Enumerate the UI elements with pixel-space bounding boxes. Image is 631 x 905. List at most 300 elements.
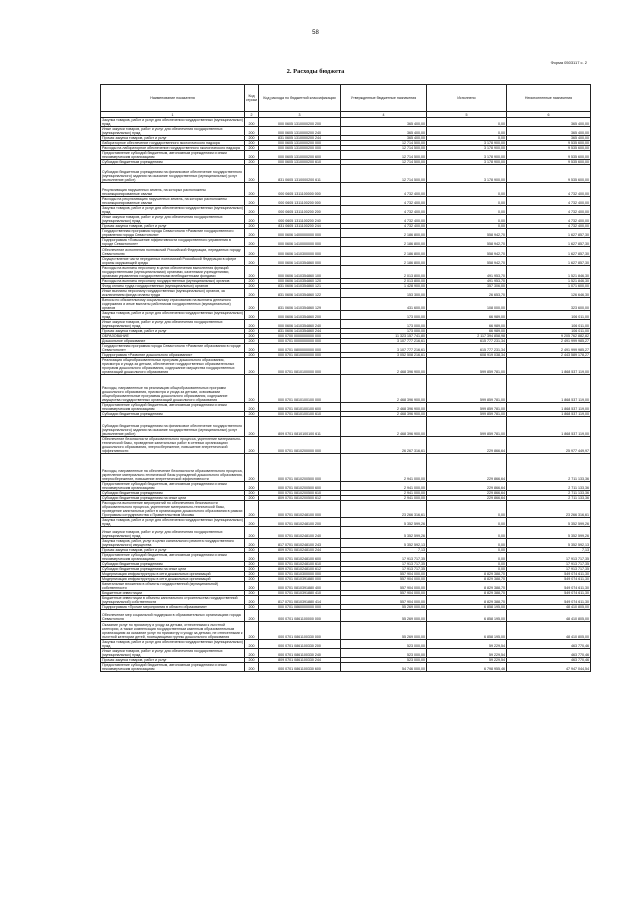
row-approved-amount: 557 904 000,00 [341, 596, 427, 605]
row-approved-amount: 12 714 500,00 [341, 160, 427, 165]
table-row [101, 118, 591, 127]
row-unexecuted-amount: 1 521 846,30 [507, 266, 591, 279]
row-name: Подпрограмма «Развитие дошкольного образования» [101, 353, 245, 358]
row-classification-code: 000 0700 0000000000 000 [259, 334, 341, 339]
row-line-code: 200 [245, 412, 259, 417]
row-executed-amount: 0,00 [427, 183, 507, 197]
row-name: Предоставление субсидий бюджетным, автономным учреждениям и иным некоммерческим организациям [101, 663, 245, 672]
row-executed-amount: 229 866,64 [427, 482, 507, 491]
table-row [101, 266, 591, 279]
row-executed-amount: 66 989,00 [427, 320, 507, 329]
table-body [101, 118, 591, 672]
row-line-code: 200 [245, 224, 259, 229]
row-executed-amount: 0,00 [427, 548, 507, 553]
row-name: Модернизация инфраструктуры в сети дошкольных организаций [101, 577, 245, 582]
row-unexecuted-amount: 549 074 611,30 [507, 596, 591, 605]
row-classification-code: 000 0701 0810200500 610 [259, 491, 341, 496]
row-executed-amount: 3 178 900,00 [427, 141, 507, 146]
row-name: Субсидии бюджетным учреждениям [101, 160, 245, 165]
row-unexecuted-amount: 2 443 589 178,27 [507, 353, 591, 358]
row-executed-amount: 0,00 [427, 127, 507, 136]
row-approved-amount: 2 468 396 900,00 [341, 403, 427, 412]
row-unexecuted-amount: 365 400,00 [507, 136, 591, 141]
row-unexecuted-amount: 549 074 611,30 [507, 582, 591, 591]
column-number: 1 [101, 112, 245, 118]
row-unexecuted-amount: 126 646,30 [507, 289, 591, 298]
column-number: 3 [259, 112, 341, 118]
row-executed-amount: 0,00 [427, 118, 507, 127]
table-row [101, 247, 591, 257]
row-line-code: 200 [245, 141, 259, 146]
row-classification-code: 831 0606 1410354860 129 [259, 298, 341, 311]
row-classification-code: 000 0701 0810200000 000 [259, 437, 341, 454]
row-name: Подпрограмма «Прочие мероприятия в области образования» [101, 605, 245, 610]
row-executed-amount: 0,00 [427, 136, 507, 141]
row-executed-amount: 8 829 388,70 [427, 572, 507, 577]
row-line-code: 200 [245, 320, 259, 329]
row-name: Субсидии бюджетным учреждениям [101, 412, 245, 417]
row-approved-amount: 2 941 000,00 [341, 454, 427, 482]
row-executed-amount: 599 859 781,00 [427, 403, 507, 412]
row-line-code: 200 [245, 591, 259, 596]
row-approved-amount: 153 300,00 [341, 289, 427, 298]
row-classification-code: 000 0701 0810248100 240 [259, 527, 341, 539]
table-row [101, 482, 591, 491]
row-name: Предоставление субсидий бюджетным, автономным учреждениям и иным некоммерческим организациям [101, 403, 245, 412]
row-unexecuted-amount: 1 521 846,30 [507, 279, 591, 284]
row-unexecuted-amount: 463 770,46 [507, 640, 591, 649]
row-name: Обеспечение безопасности образовательного процесса, укрепление материально-технической базы, проведение капитальных работ в сетевых организациях дошкольного образования, энергосбережение, повышение энергетической эффективности [101, 437, 245, 454]
row-classification-code: 000 0701 0861100330 000 [259, 622, 341, 640]
row-name: Иные закупки товаров, работ и услуг для обеспечения государственных (муниципальных) нужд [101, 215, 245, 224]
header-name: Наименование показателя [101, 85, 245, 112]
row-executed-amount: 599 859 781,00 [427, 417, 507, 437]
row-approved-amount: 365 400,00 [341, 127, 427, 136]
row-name: Иные выплаты персоналу государственных (муниципальных) органов, за исключением фонда оплаты труда [101, 289, 245, 298]
row-approved-amount: 2 186 800,00 [341, 229, 427, 238]
row-classification-code: 809 0701 0810100100 611 [259, 417, 341, 437]
row-approved-amount: 173 000,00 [341, 329, 427, 334]
row-line-code: 200 [245, 437, 259, 454]
row-approved-amount: 55 269 000,00 [341, 605, 427, 610]
row-name: Прочая закупка товаров, работ и услуг [101, 658, 245, 663]
row-line-code: 200 [245, 289, 259, 298]
row-classification-code: 809 0701 0810248100 244 [259, 548, 341, 553]
table-row [101, 257, 591, 266]
row-unexecuted-amount: 17 913 717,35 [507, 567, 591, 572]
row-unexecuted-amount: 5 352 599,26 [507, 527, 591, 539]
row-name: Государственная программа города Севастополя «Развитие образования в городе Севастополе» [101, 344, 245, 353]
row-name: Обеспечение мер социальной поддержки в образовательных организациях города Севастополя [101, 610, 245, 622]
row-classification-code: 000 0605 1311100000 000 [259, 183, 341, 197]
row-line-code: 200 [245, 640, 259, 649]
row-executed-amount: 59 229,54 [427, 640, 507, 649]
row-classification-code: 000 0701 0810100100 600 [259, 403, 341, 412]
table-row [101, 358, 591, 375]
header-approved: Утвержденные бюджетные назначения [341, 85, 427, 112]
table-row [101, 238, 591, 247]
row-name: Взносы по обязательному социальному страхованию на выплаты денежного содержания и иные выплаты работникам государственных (муниципальных) органов [101, 298, 245, 311]
table-row [101, 539, 591, 548]
row-approved-amount: 2 013 800,00 [341, 279, 427, 284]
table-header-row [101, 85, 591, 112]
row-name: Предоставление субсидий бюджетным, автономным учреждениям и иным некоммерческим организациям [101, 151, 245, 160]
row-unexecuted-amount: 549 074 611,30 [507, 572, 591, 577]
row-executed-amount: 0,00 [427, 206, 507, 215]
row-classification-code: 000 0605 1310000200 200 [259, 118, 341, 127]
row-approved-amount: 2 468 396 900,00 [341, 412, 427, 417]
row-line-code: 200 [245, 279, 259, 284]
row-unexecuted-amount: 2 711 133,36 [507, 454, 591, 482]
row-approved-amount: 2 468 396 900,00 [341, 417, 427, 437]
row-unexecuted-amount: 17 913 717,35 [507, 553, 591, 562]
row-approved-amount: 523 000,00 [341, 658, 427, 663]
row-executed-amount: 599 859 781,00 [427, 412, 507, 417]
row-name: Реализация общеобразовательных программ дошкольного образования, присмотра и ухода за детьми, обеспечение государственных образовательных программ дошкольного образования, содержание имущества государственных организаций дошкольного образования [101, 358, 245, 375]
row-executed-amount: 229 866,64 [427, 491, 507, 496]
row-line-code: 200 [245, 257, 259, 266]
row-classification-code: 000 0701 0861100000 000 [259, 610, 341, 622]
row-line-code: 200 [245, 577, 259, 582]
row-approved-amount: 2 468 396 900,00 [341, 375, 427, 403]
row-name: Обеспечение исполнения полномочий Российской Федерации, переданных городу Севастополю [101, 247, 245, 257]
table-row [101, 183, 591, 197]
header-unexecuted: Неисполненные назначения [507, 85, 591, 112]
row-unexecuted-amount: 323 600,00 [507, 298, 591, 311]
row-executed-amount: 108 000,00 [427, 298, 507, 311]
row-executed-amount: 6 798 955,46 [427, 663, 507, 672]
row-unexecuted-amount: 106 011,00 [507, 329, 591, 334]
row-unexecuted-amount: 48 410 805,00 [507, 610, 591, 622]
row-line-code: 200 [245, 582, 259, 591]
row-name: Иные закупки товаров, работ и услуг для обеспечения государственных (муниципальных) нужд [101, 320, 245, 329]
row-executed-amount: 599 859 781,00 [427, 358, 507, 375]
row-name: Бюджетные инвестиции в объекты капитального строительства государственной (муниципальной) собственности [101, 596, 245, 605]
table-row [101, 298, 591, 311]
row-executed-amount: 558 942,70 [427, 238, 507, 247]
row-unexecuted-amount: 106 011,00 [507, 320, 591, 329]
row-name: Субсидии бюджетным учреждениям [101, 562, 245, 567]
row-classification-code: 000 0606 1410000000 000 [259, 238, 341, 247]
row-line-code: 200 [245, 375, 259, 403]
row-name: Расходы на рекультивацию нарушенных земель, на которых расположены несанкционированные свалки [101, 197, 245, 206]
row-line-code: 200 [245, 572, 259, 577]
row-name: Бюджетные инвестиции [101, 591, 245, 596]
row-executed-amount: 599 859 781,00 [427, 375, 507, 403]
row-executed-amount: 0,00 [427, 539, 507, 548]
row-executed-amount: 66 989,00 [427, 329, 507, 334]
row-line-code: 200 [245, 539, 259, 548]
table-row [101, 375, 591, 403]
row-approved-amount: 523 000,00 [341, 649, 427, 658]
row-line-code: 200 [245, 605, 259, 610]
row-executed-amount: 491 953,70 [427, 279, 507, 284]
row-name: Расходы на выполнение мероприятий по обеспечению безопасности образовательного процесса, укрепление материально-технической базы, проведение капитальных работ в организациях дошкольного образования в рамках Программы сотрудничества с Правительством Москвы [102, 501, 243, 517]
row-approved-amount: 3 107 777 216,61 [341, 344, 427, 353]
row-approved-amount: 4 732 400,00 [341, 206, 427, 215]
row-unexecuted-amount: 17 913 717,35 [507, 562, 591, 567]
row-executed-amount: 608 919 038,34 [427, 353, 507, 358]
row-executed-amount: 0,00 [427, 553, 507, 562]
row-executed-amount: 6 858 195,00 [427, 622, 507, 640]
row-line-code: 200 [245, 183, 259, 197]
row-unexecuted-amount: 2 711 133,36 [507, 482, 591, 491]
row-classification-code: 000 0606 1410354860 200 [259, 311, 341, 320]
row-approved-amount: 431 600,00 [341, 298, 427, 311]
row-approved-amount: 4 732 400,00 [341, 224, 427, 229]
row-approved-amount: 557 904 000,00 [341, 572, 427, 577]
row-line-code: 200 [245, 610, 259, 622]
row-unexecuted-amount: 365 400,00 [507, 118, 591, 127]
row-line-code: 200 [245, 266, 259, 279]
row-executed-amount: 0,00 [427, 567, 507, 572]
row-line-code: 200 [245, 454, 259, 482]
row-approved-amount: 557 904 000,00 [341, 591, 427, 596]
row-approved-amount: 26 267 316,61 [341, 437, 427, 454]
row-executed-amount: 3 178 900,00 [427, 146, 507, 151]
table-row [101, 151, 591, 160]
table-row [101, 454, 591, 482]
row-name: Закупка товаров, работ, услуг в целях капитального ремонта государственного (муниципального) имущества [101, 539, 245, 548]
table-row [101, 206, 591, 215]
table-row [101, 311, 591, 320]
row-line-code: 200 [245, 518, 259, 527]
row-approved-amount: 12 714 500,00 [341, 141, 427, 146]
row-classification-code: 000 0701 0810200500 600 [259, 482, 341, 491]
row-executed-amount: 8 829 388,70 [427, 591, 507, 596]
row-unexecuted-amount: 2 711 133,36 [507, 496, 591, 501]
row-name: Капитальные вложения в объекты государственной (муниципальной) собственности [101, 582, 245, 591]
table-row [101, 289, 591, 298]
table-row [101, 622, 591, 640]
row-line-code: 200 [245, 353, 259, 358]
row-classification-code: 000 0606 1410354860 240 [259, 320, 341, 329]
row-unexecuted-amount: 1 627 857,30 [507, 229, 591, 238]
row-executed-amount: 8 829 388,70 [427, 596, 507, 605]
column-number: 2 [245, 112, 259, 118]
row-classification-code: 000 0701 0861100330 240 [259, 649, 341, 658]
table-row [101, 582, 591, 591]
row-name: Расходы, направленные на реализацию общеобразовательных программ дошкольного образования, присмотра и ухода за детьми, освоившими общеобразовательные программы дошкольного образования, содержание имущества государственных организаций дошкольного образования [101, 375, 245, 403]
row-unexecuted-amount: 365 400,00 [507, 127, 591, 136]
row-unexecuted-amount: 7,13 [507, 548, 591, 553]
row-unexecuted-amount: 4 732 400,00 [507, 224, 591, 229]
row-line-code: 200 [245, 127, 259, 136]
row-approved-amount: 12 714 500,00 [341, 151, 427, 160]
row-unexecuted-amount: 1 868 537 119,00 [507, 358, 591, 375]
row-classification-code: 831 0606 1410354860 244 [259, 329, 341, 334]
row-classification-code: 000 0605 1310000200 600 [259, 151, 341, 160]
table-row [101, 501, 591, 518]
row-line-code: 200 [245, 311, 259, 320]
row-name: Дошкольное образование [101, 339, 245, 344]
row-classification-code: 000 0605 1310000200 000 [259, 146, 341, 151]
row-line-code: 200 [245, 215, 259, 224]
row-unexecuted-amount: 1 868 537 119,00 [507, 417, 591, 437]
row-approved-amount: 4 732 400,00 [341, 183, 427, 197]
form-code: Форма 0503117 с. 2 [550, 60, 587, 65]
row-approved-amount: 173 000,00 [341, 320, 427, 329]
row-classification-code: 809 0701 0861100330 244 [259, 658, 341, 663]
row-approved-amount: 523 000,00 [341, 640, 427, 649]
row-classification-code: 000 0701 0810100100 000 [259, 375, 341, 403]
row-name: Фонд оплаты труда государственных (муниципальных) органов [101, 284, 245, 289]
table-row [101, 663, 591, 672]
row-name: Иные закупки товаров, работ и услуг для обеспечения государственных (муниципальных) нужд [101, 127, 245, 136]
row-line-code: 200 [245, 334, 259, 339]
row-line-code: 200 [245, 165, 259, 183]
row-approved-amount: 12 714 500,00 [341, 165, 427, 183]
row-name: Рекультивация нарушенных земель, на которых расположены несанкционированные свалки [101, 183, 245, 197]
row-name: Субсидии бюджетным учреждениям на иные цели [101, 567, 245, 572]
row-classification-code: 000 0701 0810000000 000 [259, 353, 341, 358]
row-unexecuted-amount: 1 868 537 119,00 [507, 375, 591, 403]
row-line-code: 200 [245, 298, 259, 311]
row-name: Прочая закупка товаров, работ и услуг [101, 224, 245, 229]
table-row [101, 344, 591, 353]
row-classification-code: 000 0606 1400000000 000 [259, 229, 341, 238]
row-name: Расходы на выплаты персоналу государственных (муниципальных) органов [101, 279, 245, 284]
row-unexecuted-amount: 9 535 600,00 [507, 141, 591, 146]
row-name: Государственная программа города Севастополя «Развитие государственного управления города Севастополя» [101, 229, 245, 238]
row-name: Закупка товаров, работ и услуг для обеспечения государственных (муниципальных) нужд [102, 206, 244, 214]
table-row [101, 437, 591, 454]
row-name: Осуществление части переданных полномочий Российской Федерации в сфере охраны окружающей среды [101, 257, 245, 266]
table-row [101, 518, 591, 527]
section-title: 2. Расходы бюджета [286, 68, 345, 75]
row-classification-code: 809 0701 0810200500 612 [259, 496, 341, 501]
row-line-code: 200 [245, 151, 259, 160]
row-executed-amount: 6 858 195,00 [427, 610, 507, 622]
row-classification-code: 000 0606 1410300000 000 [259, 247, 341, 257]
row-name: Закупка товаров, работ и услуг для обеспечения государственных (муниципальных) нужд [102, 640, 244, 648]
row-executed-amount: 615 777 231,34 [427, 344, 507, 353]
row-line-code: 200 [245, 358, 259, 375]
row-unexecuted-amount: 5 352 592,13 [507, 539, 591, 548]
row-name: Субсидии бюджетным учреждениям на иные цели [101, 496, 245, 501]
row-approved-amount: 365 400,00 [341, 118, 427, 127]
row-unexecuted-amount: 4 732 400,00 [507, 197, 591, 206]
row-executed-amount: 558 942,70 [427, 229, 507, 238]
row-executed-amount: 615 777 231,34 [427, 339, 507, 344]
row-name: Прочая закупка товаров, работ и услуг [101, 136, 245, 141]
page-number: 58 [312, 30, 319, 36]
row-approved-amount: 2 013 800,00 [341, 266, 427, 279]
row-executed-amount: 0,00 [427, 527, 507, 539]
row-line-code: 200 [245, 553, 259, 562]
table-row [101, 527, 591, 539]
row-classification-code: 000 0701 0800000000 000 [259, 344, 341, 353]
row-unexecuted-amount: 4 732 400,00 [507, 206, 591, 215]
row-executed-amount: 229 866,64 [427, 454, 507, 482]
row-line-code: 200 [245, 663, 259, 672]
row-name: Подпрограмма «Повышение эффективности государственного управления в городе Севастополе» [101, 238, 245, 247]
row-classification-code: 000 0605 1310000200 610 [259, 160, 341, 165]
row-unexecuted-amount: 463 770,46 [507, 649, 591, 658]
row-classification-code: 000 0605 1310000200 240 [259, 127, 341, 136]
row-name: Субсидии бюджетным учреждениям [101, 491, 245, 496]
row-unexecuted-amount: 1 868 537 119,00 [507, 403, 591, 412]
row-line-code: 200 [245, 562, 259, 567]
row-line-code: 200 [245, 344, 259, 353]
row-approved-amount: 5 352 599,26 [341, 527, 427, 539]
row-name: Прочая закупка товаров, работ и услуг [101, 548, 245, 553]
row-approved-amount: 4 732 400,00 [341, 197, 427, 206]
row-approved-amount: 365 400,00 [341, 136, 427, 141]
row-unexecuted-amount: 1 627 857,30 [507, 247, 591, 257]
row-name: Субсидии бюджетным учреждениям на финансовое обеспечение государственного (муниципального) задания на оказание государственных (муниципальных) услуг (выполнение работ) [101, 165, 245, 183]
row-line-code: 200 [245, 339, 259, 344]
row-approved-amount: 557 904 000,00 [341, 577, 427, 582]
row-line-code: 200 [245, 160, 259, 165]
row-classification-code: 809 0701 0810248100 612 [259, 567, 341, 572]
row-executed-amount: 8 829 388,70 [427, 582, 507, 591]
row-executed-amount: 3 178 900,00 [427, 151, 507, 160]
table-row [101, 215, 591, 224]
table-row [101, 610, 591, 622]
row-name: Лабораторное обеспечение государственного экологического надзора [101, 141, 245, 146]
header-line-code: Код строки [245, 85, 259, 112]
row-line-code: 200 [245, 482, 259, 491]
table-row [101, 596, 591, 605]
column-number: 6 [507, 112, 591, 118]
row-line-code: 200 [245, 206, 259, 215]
row-classification-code: 000 0701 0810100100 610 [259, 412, 341, 417]
row-classification-code: 000 0605 1310000200 000 [259, 141, 341, 146]
row-unexecuted-amount: 9 205 762 882,82 [507, 334, 591, 339]
row-line-code: 200 [245, 329, 259, 334]
row-classification-code: 000 0701 0810391880 000 [259, 577, 341, 582]
row-executed-amount: 59 229,54 [427, 649, 507, 658]
row-executed-amount: 66 989,00 [427, 311, 507, 320]
row-classification-code: 000 0605 1311100200 240 [259, 215, 341, 224]
table-row [101, 197, 591, 206]
row-classification-code: 000 0701 0810248100 200 [259, 518, 341, 527]
row-unexecuted-amount: 1 868 537 119,00 [507, 412, 591, 417]
row-approved-amount: 55 269 000,00 [341, 622, 427, 640]
row-classification-code: 831 0606 1410354860 122 [259, 289, 341, 298]
row-approved-amount: 5 352 592,13 [341, 539, 427, 548]
row-approved-amount: 7,13 [341, 548, 427, 553]
row-classification-code: 000 0701 0810200500 000 [259, 454, 341, 482]
row-line-code: 200 [245, 491, 259, 496]
row-name: Закупка товаров, работ и услуг для обеспечения государственных (муниципальных) нужд [102, 118, 244, 126]
row-approved-amount: 3 107 777 216,61 [341, 339, 427, 344]
row-line-code: 200 [245, 238, 259, 247]
table-row [101, 640, 591, 649]
table-row [101, 165, 591, 183]
row-classification-code: 000 0701 0860000000 000 [259, 605, 341, 610]
row-name: Иные закупки товаров, работ и услуг для обеспечения государственных (муниципальных) нужд [101, 649, 245, 658]
row-name: Иные закупки товаров, работ и услуг для обеспечения государственных (муниципальных) нужд [101, 527, 245, 539]
row-approved-amount: 2 468 396 900,00 [341, 358, 427, 375]
row-unexecuted-amount: 25 977 449,97 [507, 437, 591, 454]
row-name: Расходы, направленные на обеспечение безопасности образовательного процесса, укрепление материально-технической базы учреждений дошкольного образования, энергосбережение, повышение энергетической эффективности [101, 454, 245, 482]
row-line-code: 200 [245, 247, 259, 257]
row-name: Модернизация инфраструктуры в сети дошкольных организаций [101, 572, 245, 577]
row-name: Закупка товаров, работ и услуг для обеспечения государственных (муниципальных) нужд [102, 518, 244, 526]
row-approved-amount: 3 052 508 216,61 [341, 353, 427, 358]
row-unexecuted-amount: 1 071 600,00 [507, 284, 591, 289]
row-approved-amount: 17 913 717,35 [341, 553, 427, 562]
table-row [101, 417, 591, 437]
row-classification-code: 000 0701 0810391880 410 [259, 591, 341, 596]
row-executed-amount: 6 858 195,00 [427, 605, 507, 610]
row-executed-amount: 357 306,00 [427, 284, 507, 289]
row-approved-amount: 2 941 000,00 [341, 482, 427, 491]
row-line-code: 200 [245, 658, 259, 663]
row-executed-amount: 0,00 [427, 501, 507, 518]
